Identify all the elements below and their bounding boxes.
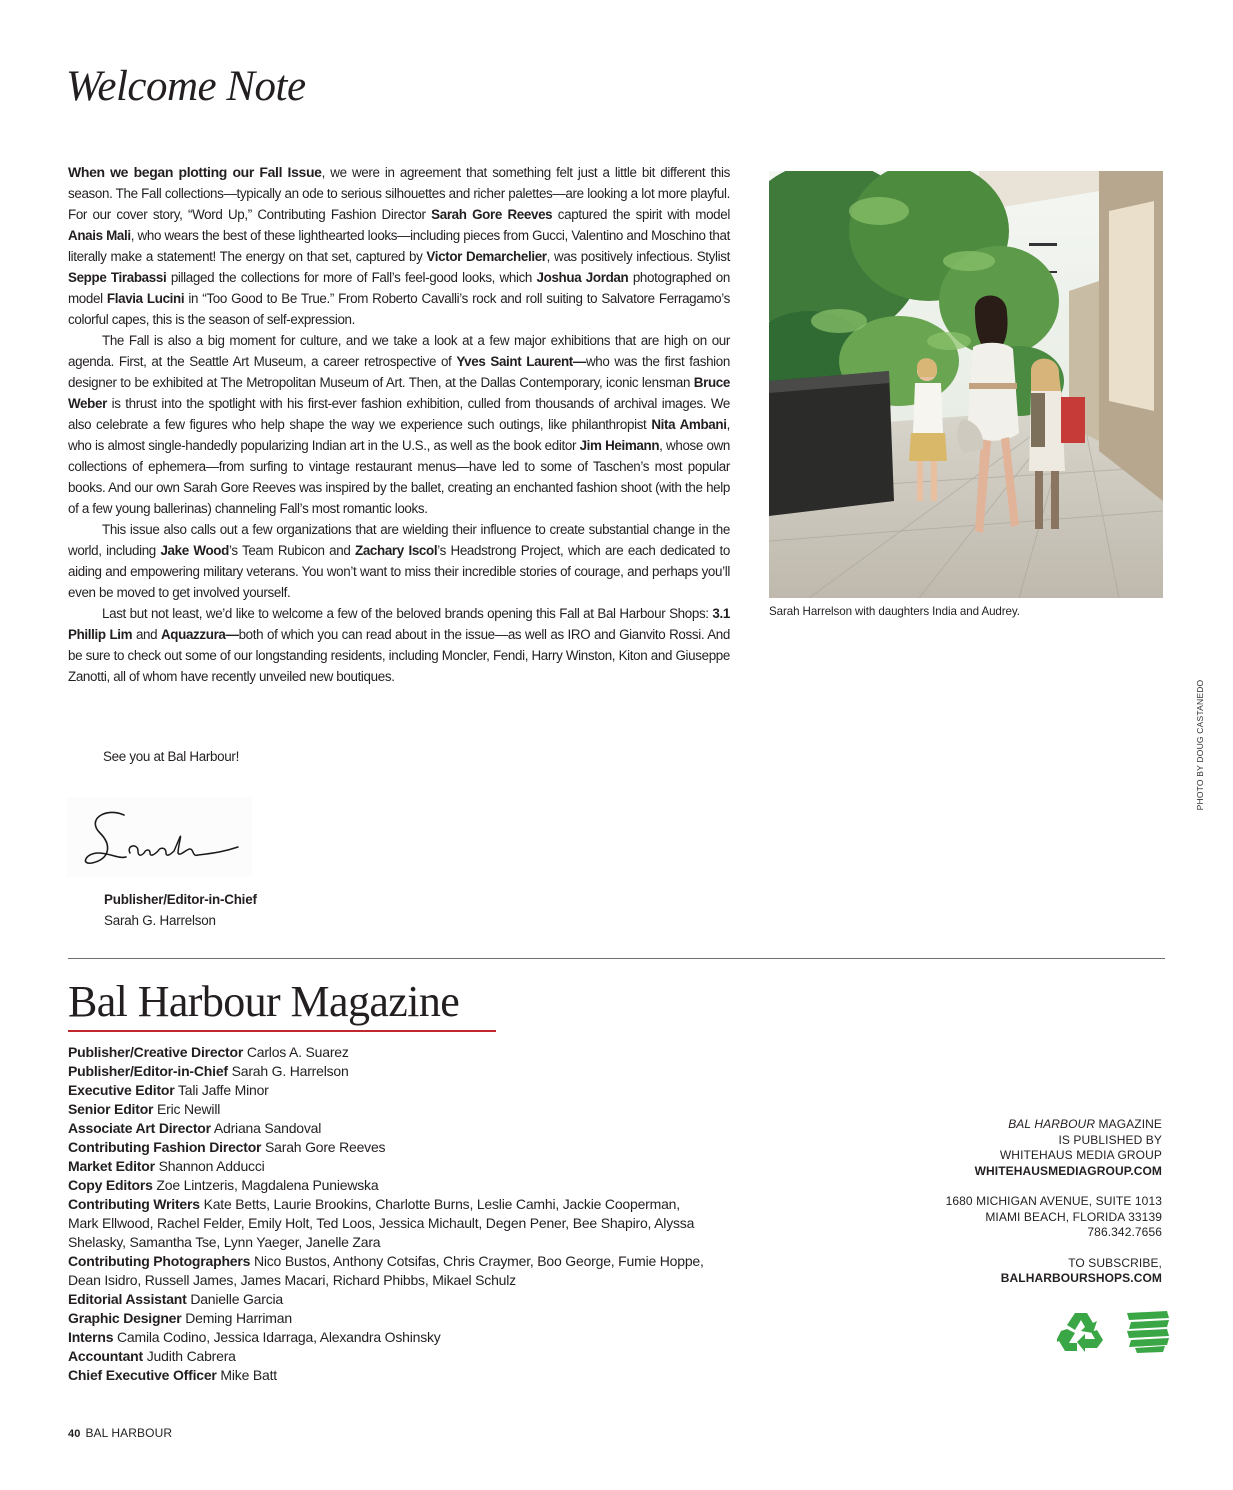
bold-name: Flavia Lucini <box>106 291 185 306</box>
text-run: The Fall is also a big moment for culture, and we take a look at a few major exhibitions that are high on our agenda. First, at the Seattle Art Museum, a career retrospective of <box>68 333 730 369</box>
publisher-info <box>880 1117 1162 1287</box>
staff-names: Sarah G. Harrelson <box>231 1063 349 1079</box>
staff-role: Publisher/Editor-in-Chief <box>68 1063 228 1079</box>
staff-entry <box>68 1138 708 1157</box>
text-run: and <box>132 627 161 642</box>
magazine-name-rest: MAGAZINE <box>1095 1117 1162 1131</box>
staff-role: Copy Editors <box>68 1177 153 1193</box>
subscribe-label: TO SUBSCRIBE, <box>1068 1255 1162 1270</box>
staff-role: Publisher/Creative Director <box>68 1044 244 1060</box>
letter-paragraph <box>68 330 730 519</box>
staff-role: Market Editor <box>68 1158 155 1174</box>
bold-name: Jim Heimann <box>579 438 660 453</box>
section-divider <box>68 958 1165 959</box>
staff-names: Tali Jaffe Minor <box>177 1082 269 1098</box>
recycle-icon <box>1057 1311 1105 1358</box>
masthead-title: Bal Harbour Magazine <box>68 977 460 1026</box>
publisher-website-link[interactable]: WHITEHAUSMEDIAGROUP.COM <box>974 1163 1162 1178</box>
staff-role: Executive Editor <box>68 1082 175 1098</box>
staff-names: Carlos A. Suarez <box>246 1044 349 1060</box>
bold-name: Jake Wood <box>160 543 229 558</box>
staff-entry <box>68 1062 708 1081</box>
staff-names: Eric Newill <box>157 1101 221 1117</box>
bold-name: Seppe Tirabassi <box>68 270 167 285</box>
letter-body <box>68 162 730 687</box>
staff-entry <box>68 1043 708 1062</box>
bold-name: Sarah Gore Reeves <box>431 207 553 222</box>
staff-names: Judith Cabrera <box>146 1348 236 1364</box>
letter-paragraph <box>68 603 730 687</box>
staff-role: Associate Art Director <box>68 1120 211 1136</box>
letter-paragraph <box>68 519 730 603</box>
text-run: pillaged the collections for more of Fall’s feel-good looks, which <box>166 270 537 285</box>
staff-role: Contributing Fashion Director <box>68 1139 262 1155</box>
text-run: Last but not least, we’d like to welcome a few of the beloved brands opening this Fall at Bal Harbour Shops: <box>102 606 713 621</box>
staff-entry <box>68 1100 708 1119</box>
staff-entry <box>68 1081 708 1100</box>
staff-names: Zoe Lintzeris, Magdalena Puniewska <box>156 1177 379 1193</box>
signoff: See you at Bal Harbour! <box>103 749 240 764</box>
text-run: , whose own collections of ephemera—from surfing to vintage restaurant menus—have led to some of Taschen’s most popular books. And our own Sarah Gore Reeves was inspired by the ballet, creating an enchanted fashion shoot (with the help of a few young ballerinas) channeling Fall’s most romantic looks. <box>68 438 730 516</box>
staff-role: Interns <box>68 1329 114 1345</box>
text-run: captured the spirit with model <box>552 207 730 222</box>
staff-names: Deming Harriman <box>185 1310 292 1326</box>
page-number: 40 <box>68 1428 81 1440</box>
staff-role: Chief Executive Officer <box>68 1367 217 1383</box>
address-line-2: MIAMI BEACH, FLORIDA 33139 <box>985 1209 1162 1224</box>
bold-name: Nita Ambani <box>651 417 727 432</box>
signature-image <box>66 797 252 877</box>
text-run: ’s Team Rubicon and <box>228 543 355 558</box>
signer-role: Publisher/Editor-in-Chief <box>104 892 257 907</box>
staff-names: Nico Bustos, Anthony Cotsifas, Chris Craymer, Boo George, Fumie Hoppe, Dean Isidro, Russell James, James Macari, Richard Phibbs, Mikael Schulz <box>68 1253 704 1288</box>
text-run: , we were in agreement that something felt just a little bit different this season. The Fall collections—typically an ode to serious silhouettes and richer palettes—are looking a lot more playful. For our cover story, “Word Up,” Contributing Fashion Director <box>68 165 730 222</box>
editor-photo <box>769 171 1163 598</box>
signature-icon <box>66 797 252 877</box>
staff-names: Kate Betts, Laurie Brookins, Charlotte Burns, Leslie Camhi, Jackie Cooperman, Mark Ellwood, Rachel Felder, Emily Holt, Ted Loos, Jessica Michault, Degen Pener, Bee Shapiro, Alyssa Shelasky, Samantha Tse, Lynn Yaeger, Janelle Zara <box>68 1196 695 1250</box>
page-folio <box>68 1426 172 1440</box>
staff-names: Shannon Adducci <box>158 1158 265 1174</box>
bold-name: Bruce Weber <box>68 375 730 411</box>
magazine-name-italic: BAL HARBOUR <box>1008 1117 1096 1131</box>
text-run: in “Too Good to Be True.” From Roberto Cavalli’s rock and roll suiting to Salvatore Ferragamo’s colorful capes, this is the season of self-expression. <box>68 291 730 327</box>
staff-entry <box>68 1347 708 1366</box>
text-run: who was the first fashion designer to be exhibited at The Metropolitan Museum of Art. Then, at the Dallas Contemporary, iconic lensman <box>68 354 730 390</box>
staff-role: Senior Editor <box>68 1101 154 1117</box>
signer-name: Sarah G. Harrelson <box>104 913 216 928</box>
text-run: is thrust into the spotlight with his first-ever fashion exhibition, culled from thousands of archival images. We also celebrate a few figures who help shape the way we experience such outings, like philanthropist <box>68 396 730 432</box>
text-run: photographed on model <box>68 270 730 306</box>
staff-entry <box>68 1328 708 1347</box>
staff-entry <box>68 1252 708 1290</box>
staff-names: Danielle Garcia <box>190 1291 284 1307</box>
letter-paragraph <box>68 162 730 330</box>
address-line-1: 1680 MICHIGAN AVENUE, SUITE 1013 <box>945 1194 1162 1208</box>
publisher-company: WHITEHAUS MEDIA GROUP <box>999 1148 1162 1162</box>
bold-name: Yves Saint Laurent— <box>456 354 586 369</box>
publisher-magazine-line <box>880 1117 1162 1133</box>
text-run: ’s Headstrong Project, which are each dedicated to aiding and empowering military veterans. You won’t want to miss their incredible stories of courage, and perhaps you’ll even be moved to get involved yourself. <box>68 543 730 600</box>
staff-role: Contributing Photographers <box>68 1253 251 1269</box>
photo-caption: Sarah Harrelson with daughters India and Audrey. <box>769 605 1020 618</box>
staff-entry <box>68 1176 708 1195</box>
staff-role: Graphic Designer <box>68 1310 182 1326</box>
bold-name: Aquazzura— <box>160 627 239 642</box>
staff-names: Adriana Sandoval <box>213 1120 322 1136</box>
staff-role: Accountant <box>68 1348 144 1364</box>
staff-names: Camila Codino, Jessica Idarraga, Alexandra Oshinsky <box>116 1329 441 1345</box>
published-by: IS PUBLISHED BY <box>1058 1132 1162 1147</box>
bold-name: Zachary Iscol <box>354 543 438 558</box>
staff-role: Editorial Assistant <box>68 1291 187 1307</box>
staff-entry <box>68 1290 708 1309</box>
staff-list <box>68 1043 708 1385</box>
text-run: , was positively infectious. Stylist <box>546 249 730 264</box>
text-run: , who is almost single-handedly popularizing Indian art in the U.S., as well as the book editor <box>68 417 730 453</box>
bold-name: Victor Demarchelier <box>426 249 547 264</box>
bold-name: Joshua Jordan <box>536 270 629 285</box>
staff-entry <box>68 1157 708 1176</box>
folio-section: BAL HARBOUR <box>85 1426 173 1440</box>
paper-stack-icon <box>1125 1311 1171 1358</box>
staff-entry <box>68 1366 708 1385</box>
page-title: Welcome Note <box>66 63 306 110</box>
staff-names: Mike Batt <box>220 1367 277 1383</box>
staff-entry <box>68 1309 708 1328</box>
staff-role: Contributing Writers <box>68 1196 200 1212</box>
staff-entry <box>68 1119 708 1138</box>
staff-names: Sarah Gore Reeves <box>265 1139 386 1155</box>
bold-name: When we began plotting our Fall Issue <box>68 164 322 180</box>
text-run: , who wears the best of these lighthearted looks—including pieces from Gucci, Valentino and Moschino that literally make a statement! The energy on that set, captured by <box>68 228 730 264</box>
subscribe-link[interactable]: BALHARBOURSHOPS.COM <box>1000 1271 1162 1285</box>
phone-number: 786.342.7656 <box>1087 1225 1162 1239</box>
bold-name: 3.1 Phillip Lim <box>68 606 730 642</box>
staff-entry <box>68 1195 708 1252</box>
bold-name: Anais Mali <box>68 228 131 243</box>
masthead-rule <box>68 1030 496 1032</box>
text-run: both of which you can read about in the issue—as well as IRO and Gianvito Rossi. And be sure to check out some of our longstanding residents, including Moncler, Fendi, Harry Winston, Kiton and Giuseppe Zanotti, all of whom have recently unveiled new boutiques. <box>68 627 730 684</box>
text-run: This issue also calls out a few organizations that are wielding their influence to create substantial change in the world, including <box>68 522 730 558</box>
photo-credit: PHOTO BY DOUG CASTANEDO <box>1195 679 1205 811</box>
